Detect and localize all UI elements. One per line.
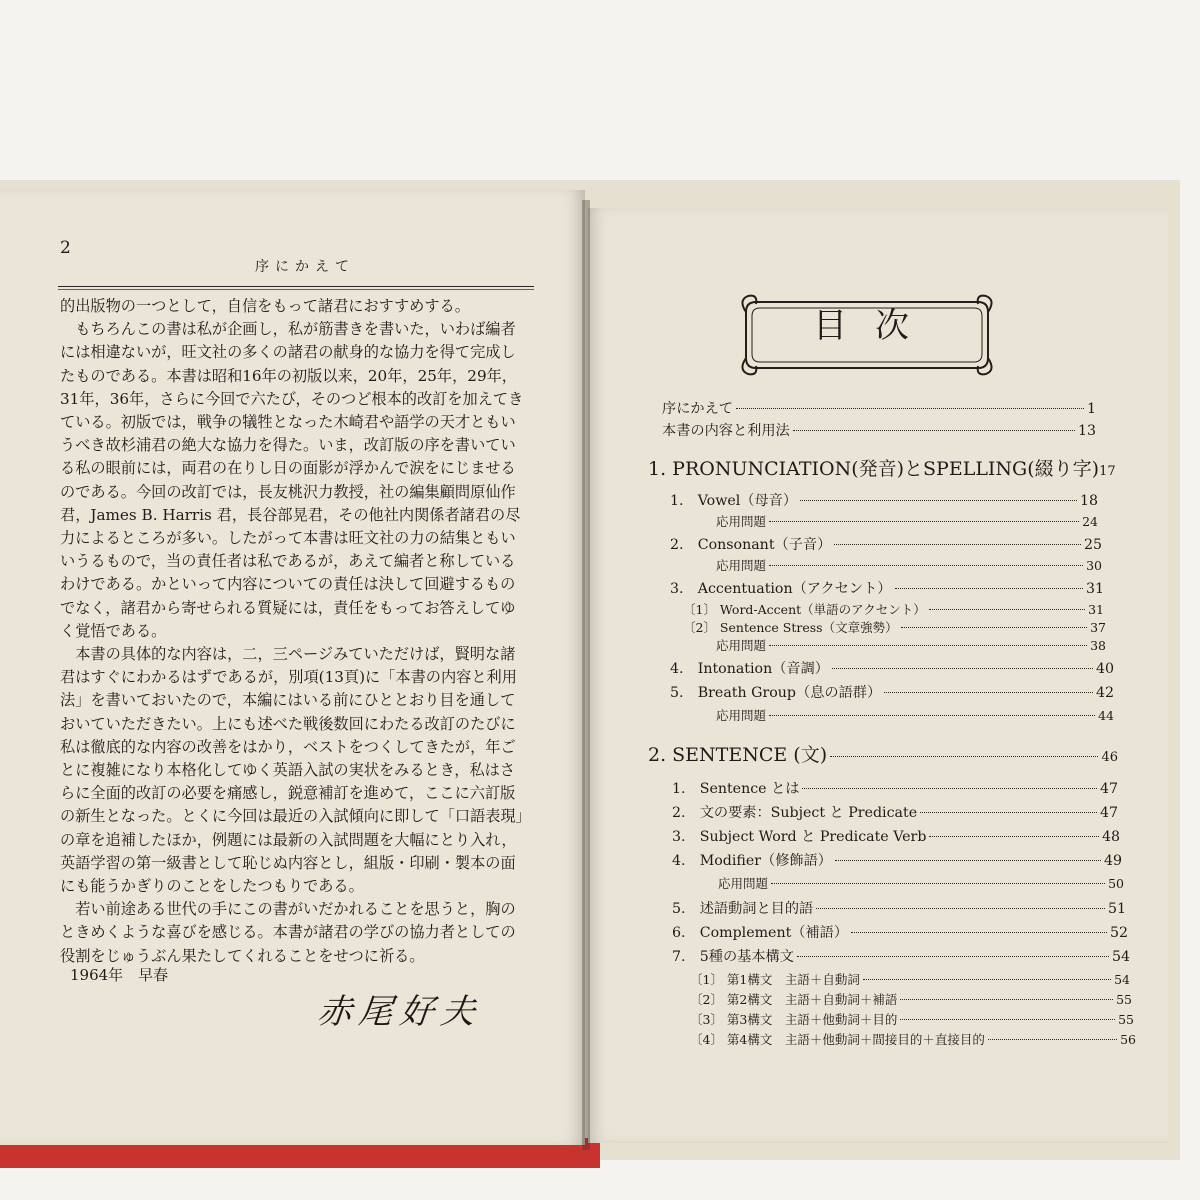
paragraph: 的出版物の一つとして，自信をもって諸君におすすめする。 [60, 297, 470, 315]
toc-entry[interactable] [670, 534, 1102, 554]
toc-entry-label: 〔3〕 第3構文 主語＋他動詞＋目的 [690, 1012, 898, 1027]
toc-entry-page: 31 [1085, 581, 1104, 597]
toc-entry-page: 44 [1098, 708, 1114, 723]
dot-leader [834, 544, 1081, 545]
toc-entry-page: 55 [1118, 1012, 1134, 1027]
toc-entry-page: 25 [1083, 537, 1102, 553]
toc-entry[interactable] [718, 874, 1124, 892]
dot-leader [800, 500, 1077, 501]
toc-entry-page: 52 [1109, 925, 1128, 941]
dot-leader [929, 836, 1099, 837]
dot-leader [863, 979, 1111, 980]
toc-entry[interactable] [672, 898, 1126, 918]
dot-leader [830, 756, 1098, 757]
toc-entry-label: 応用問題 [716, 514, 767, 529]
toc-entry-page: 31 [1088, 602, 1104, 617]
toc-entry[interactable] [670, 658, 1114, 678]
chapter-page: 46 [1101, 750, 1118, 765]
toc-entry-page: 54 [1111, 949, 1130, 965]
toc-entry-label: 〔2〕 第2構文 主語＋自動詞＋補語 [690, 992, 898, 1007]
chapter-heading[interactable] [648, 740, 1118, 767]
toc-entry[interactable] [683, 618, 1106, 636]
toc-entry-label: 4. Intonation（音調） [670, 661, 829, 677]
book-gutter [582, 200, 590, 1150]
toc-entry-page: 54 [1114, 972, 1130, 987]
paragraph: 本書の具体的な内容は，二，三ページみていただけば，賢明な諸君はすぐにわかるはずであるが，別項(13頁)に「本書の内容と利用法」を書いておいたので，本編にはいる前にひととおり目を通しておいていただきたい。上にも述べた戦後数回にわたる改訂のたびに私は徹底的な内容の改善をはかり，ベストをつくしてきたが，年ごとに複雑になり本格化してゆく英語入試の実状をみるとき，私はさらに全面的改訂の必要を痛感し，鋭意補訂を進めて，ここに六訂版の新生となった。とくに今回は最近の入試傾向に即して「口語表現」の章を追補したほか，例題には最新の入試問題を大幅にとり入れ，英語学習の第一級書として恥じぬ内容とし，組版・印刷・製本の面にも能うかぎりのことをしたつもりである。 [60, 645, 524, 896]
dot-leader [769, 521, 1079, 522]
toc-entry-page: 50 [1108, 876, 1124, 891]
toc-entry-label: 6. Complement（補語） [672, 925, 849, 941]
toc-entry[interactable] [672, 802, 1118, 822]
dot-leader [771, 883, 1105, 884]
dot-leader [816, 908, 1105, 909]
toc-entry-label: 〔1〕 第1構文 主語＋自動詞 [690, 972, 860, 987]
preface-body [60, 295, 530, 968]
toc-entry[interactable] [672, 850, 1122, 870]
paragraph: もちろんこの書は私が企画し，私が筋書きを書いた，いわば編者には相違ないが，旺文社の多くの諸君の献身的な協力を得て完成したものである。本書は昭和16年の初版以来，20年，25年，29年，31年，36年，さらに今回で六たび，そのつど根本的改訂を加えてきている。初版では，戦争の犠牲となった木崎君や語学の天才ともいうべき故杉浦君の絶大な協力を得た。いま，改訂版の序を書いている私の眼前には，両君の在りし日の面影が浮かんで涙をにじませるのである。今回の改訂では，長友桃沢力教授，社の編集顧問原仙作君，James B. Harris 君，長谷部晃君，その他社内関係者諸君の尽力によるところが多い。したがって本書は旺文社の力の結集ともいいうるもので，当の責任者は私であるが，あえて編者と称しているわけである。かといって内容についての責任は決して回避するものでなく，諸君から寄せられる質疑には，責任をもってお答えしてゆく覚悟である。 [60, 320, 524, 640]
toc-entry[interactable] [672, 946, 1130, 966]
toc-entry-label: 4. Modifier（修飾語） [672, 853, 832, 869]
toc-entry[interactable] [690, 1010, 1134, 1028]
dot-leader [900, 1019, 1115, 1020]
dot-leader [769, 715, 1095, 716]
dot-leader [802, 788, 1096, 789]
toc-entry[interactable] [672, 778, 1118, 798]
toc-entry-page: 30 [1086, 558, 1102, 573]
toc-entry-label: 1. Sentence とは [672, 781, 800, 797]
toc-entry[interactable] [690, 990, 1132, 1008]
toc-entry[interactable] [690, 1030, 1136, 1048]
dot-leader [851, 932, 1107, 933]
dot-leader [901, 627, 1088, 628]
dot-leader [769, 565, 1083, 566]
dot-leader [929, 609, 1085, 610]
header-rule-secondary [58, 289, 534, 290]
dot-leader [832, 668, 1093, 669]
toc-entry[interactable] [690, 970, 1130, 988]
toc-entry-label: 〔1〕 Word-Accent（単語のアクセント） [683, 602, 926, 617]
toc-entry[interactable] [662, 398, 1096, 418]
toc-entry-page: 47 [1099, 781, 1118, 797]
toc-entry-label: 7. 5種の基本構文 [672, 949, 794, 965]
dot-leader [900, 999, 1113, 1000]
toc-entry-label: 〔4〕 第4構文 主語＋他動詞＋間接目的＋直接目的 [690, 1032, 985, 1047]
toc-entry-page: 42 [1095, 685, 1114, 701]
toc-entry-label: 応用問題 [716, 558, 767, 573]
toc-entry[interactable] [670, 578, 1104, 598]
toc-entry-page: 38 [1090, 638, 1106, 653]
toc-entry[interactable] [716, 512, 1098, 530]
toc-entry-label: 本書の内容と利用法 [662, 423, 790, 439]
toc-entry-page: 47 [1099, 805, 1118, 821]
toc-entry-page: 37 [1090, 620, 1106, 635]
toc-entry-page: 40 [1095, 661, 1114, 677]
toc-entry[interactable] [683, 600, 1104, 618]
toc-entry-label: 応用問題 [718, 876, 769, 891]
header-rule [58, 286, 534, 287]
toc-entry-label: 1. Vowel（母音） [670, 493, 798, 509]
toc-entry[interactable] [716, 706, 1114, 724]
toc-entry-page: 49 [1103, 853, 1122, 869]
dot-leader [797, 956, 1109, 957]
chapter-heading[interactable] [648, 454, 1116, 481]
toc-entry-label: 5. 述語動詞と目的語 [672, 901, 814, 917]
toc-entry-label: 3. Subject Word と Predicate Verb [672, 829, 927, 845]
toc-title: 目次 [813, 306, 937, 346]
dot-leader [895, 588, 1083, 589]
toc-entry-page: 51 [1107, 901, 1126, 917]
toc-entry[interactable] [672, 922, 1128, 942]
date-line: 1964年 早春 [70, 966, 169, 984]
toc-entry-label: 3. Accentuation（アクセント） [670, 581, 892, 597]
toc-entry[interactable] [716, 636, 1106, 654]
dot-leader [736, 408, 1084, 409]
author-signature [315, 984, 484, 1033]
paragraph: 若い前途ある世代の手にこの書がいだかれることを思うと，胸のときめくような喜びを感じる。本書が諸君の学びの協力者としての役割をじゅうぶん果たしてくれることをせつに祈る。 [60, 900, 516, 965]
toc-entry-page: 1 [1086, 401, 1096, 417]
toc-entry-label: 序にかえて [662, 401, 733, 417]
chapter-page: 17 [1099, 464, 1116, 479]
signature-text: 赤尾好夫 [315, 992, 484, 1032]
toc-entry-page: 56 [1120, 1032, 1136, 1047]
toc-entry[interactable] [716, 556, 1102, 574]
toc-entry[interactable] [670, 490, 1098, 510]
dot-leader [769, 645, 1087, 646]
page-number: 2 [60, 238, 71, 258]
toc-entry-label: 応用問題 [716, 638, 767, 653]
dot-leader [920, 812, 1097, 813]
toc-entry[interactable] [670, 682, 1114, 702]
toc-entry-label: 応用問題 [716, 708, 767, 723]
toc-entry-label: 〔2〕 Sentence Stress（文章強勢） [683, 620, 898, 635]
toc-entry[interactable] [672, 826, 1120, 846]
toc-entry-page: 24 [1082, 514, 1098, 529]
toc-entry-page: 55 [1116, 992, 1132, 1007]
toc-entry-label: 2. Consonant（子音） [670, 537, 832, 553]
running-head: 序にかえて [255, 259, 355, 275]
toc-entry-page: 13 [1077, 423, 1096, 439]
toc-entry-label: 2. 文の要素：Subject と Predicate [672, 805, 918, 821]
toc-entry[interactable] [662, 420, 1096, 440]
dot-leader [988, 1039, 1117, 1040]
dot-leader [793, 430, 1075, 431]
chapter-title: 1. PRONUNCIATION(発音)とSPELLING(綴り字) [648, 458, 1100, 480]
toc-entry-label: 5. Breath Group（息の語群） [670, 685, 882, 701]
dot-leader [835, 860, 1101, 861]
chapter-title: 2. SENTENCE (文) [648, 744, 828, 766]
toc-entry-page: 48 [1101, 829, 1120, 845]
dot-leader [884, 692, 1093, 693]
toc-entry-page: 18 [1079, 493, 1098, 509]
